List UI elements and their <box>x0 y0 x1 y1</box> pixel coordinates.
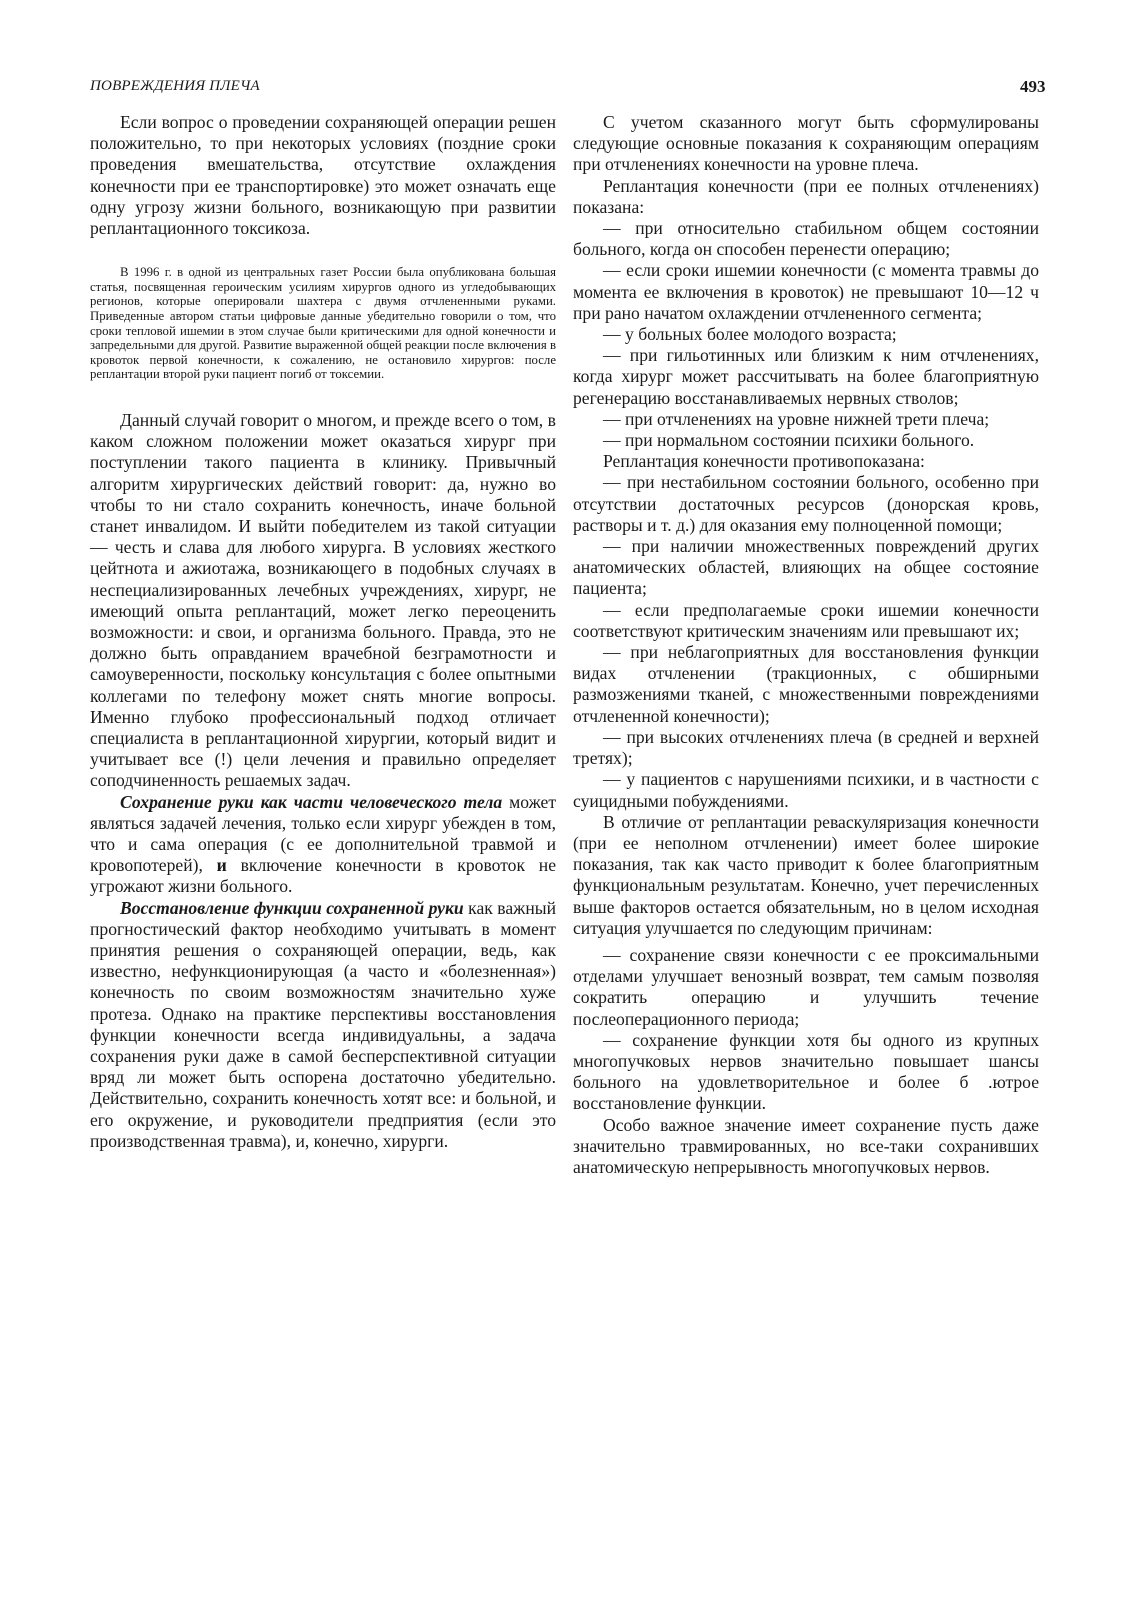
indication-item: — при отчленениях на уровне нижней трети плеча; <box>603 408 990 429</box>
note-text: В 1996 г. в одной из центральных газет России была опубликована большая статья, посвященная героическим усилиям хирургов одного из угледобывающих регионов, которые оперировали шахтера с двумя отчлененными руками. Приведенные автором статьи цифровые данные убедительно говорили о том, что сроки тепловой ишемии в этом случае были критическими для одной конечности и запредельными для другой. Развитие выраженной общей реакции после включения в кровоток первой конечности, к сожалению, не остановило хирургов: после реплантации второй руки пациент погиб от токсемии. <box>90 265 556 382</box>
contraindication-item: — если предполагаемые сроки ишемии конечности соответствуют критическим значениям или превышают их; <box>573 599 1039 641</box>
indication-item: — при относительно стабильном общем состоянии больного, когда он способен перенести операцию; <box>573 218 1039 260</box>
indication-item: — при нормальном состоянии психики больного. <box>603 430 975 451</box>
paragraph: С учетом сказанного могут быть сформулированы следующие основные показания к сохраняющим операциям при отчленениях конечности на уровне плеча. <box>573 112 1039 175</box>
paragraph-preserving-arm: Сохранение руки как части человеческого тела может являться задачей лечения, только если хирург убежден в том, что и сама операция (с ее дополнительной травмой и кровопотерей), и включение конечности в кровоток не угрожают жизни больного. <box>90 791 557 897</box>
indication-item: — у больных более молодого возраста; <box>603 324 897 345</box>
paragraph: Особо важное значение имеет сохранение пусть даже значительно травмированных, но все-таки сохранивших анатомическую непрерывность многопучковых нервов. <box>573 1114 1039 1177</box>
reason-item: — сохранение функции хотя бы одного из крупных многопучковых нервов значительно повышает шансы больного на удовлетворительное и более б .ютрое восстановление функции. <box>573 1029 1039 1114</box>
paragraph-lead-term: Восстановление функции сохраненной руки <box>120 897 464 918</box>
paragraph: Реплантация конечности противопоказана: <box>603 451 925 472</box>
contraindication-item: — у пациентов с нарушениями психики, и в частности с суицидными побуждениями. <box>573 769 1039 811</box>
paragraph: Если вопрос о проведении сохраняющей операции решен положительно, то при некоторых условиях (поздние сроки проведения вмешательства, отсутствие охлаждения конечности при ее транспортировке) это может означать еще одну угрозу жизни больного, возникающую при развитии реплантационного токсикоза. <box>90 112 556 239</box>
indication-item: — при гильотинных или близким к ним отчленениях, когда хирург может рассчитывать на более благоприятную регенерацию восстанавливаемых нервных стволов; <box>573 345 1039 408</box>
reason-item: — сохранение связи конечности с ее проксимальными отделами улучшает венозный возврат, тем самым позволяя сократить операцию и улучшить течение послеоперационного периода; <box>573 944 1039 1029</box>
contraindication-item: — при неблагоприятных для восстановления функции видах отчленении (тракционных, с обширными размозжениями тканей, с множественными повреждениями отчлененной конечности); <box>573 642 1039 726</box>
small-print-note <box>90 265 556 382</box>
indication-item: — если сроки ишемии конечности (с момента травмы до момента ее включения в кровоток) не превышают 10—12 ч при рано начатом охлаждении отчлененного сегмента; <box>573 260 1039 323</box>
left-column <box>90 112 556 1152</box>
paragraph: Реплантация конечности (при ее полных отчленениях) показана: <box>573 175 1039 217</box>
contraindication-item: — при наличии множественных повреждений других анатомических областей, влияющих на общее состояние пациента; <box>573 536 1039 599</box>
contraindication-item: — при нестабильном состоянии больного, особенно при отсутствии достаточных ресурсов (донорская кровь, растворы и т. д.) для оказания ему полноценной помощи; <box>573 472 1039 535</box>
paragraph-lead-term: Сохранение руки как части человеческого тела <box>120 791 503 812</box>
running-title: ПОВРЕЖДЕНИЯ ПЛЕЧА <box>90 78 260 94</box>
right-column <box>573 112 1039 1178</box>
paragraph-restoring-function: Восстановление функции сохраненной руки как важный прогностический фактор необходимо учитывать в момент принятия решения о сохраняющей операции, ведь, как известно, нефункционирующая (а часто и «болезненная») конечность по своим возможностям значительно хуже протеза. Однако на практике перспективы восстановления функции конечности всегда индивидуальны, а задача сохранения руки даже в самой бесперспективной ситуации вряд ли может быть оспорена достаточно убедительно. Действительно, сохранить конечность хотят все: и больной, и его окружение, и руководители предприятия (если это производственная травма), и, конечно, хирурги. <box>90 897 556 1151</box>
paragraph: Данный случай говорит о многом, и прежде всего о том, в каком сложном положении может оказаться хирург при поступлении такого пациента в клинику. Привычный алгоритм хирургических действий говорит: да, нужно во чтобы то ни стало сохранить конечность, иначе больной станет инвалидом. И выйти победителем из такой ситуации — честь и слава для любого хирурга. В условиях жесткого цейтнота и ажиотажа, возникающего в подобных случаях в неспециализированных лечебных учреждениях, хирург, не имеющий опыта реплантаций, может легко переоценить возможности: и свои, и организма больного. Правда, это не должно быть оправданием врачебной безграмотности и самоуверенности, поскольку консультация с более опытными коллегами по телефону может снять многие вопросы. Именно глубоко профессиональный подход отличает специалиста в реплантационной хирургии, который видит и учитывает все (!) цели лечения и правильно определяет соподчиненность решаемых задач. <box>90 409 556 791</box>
paragraph: В отличие от реплантации реваскуляризация конечности (при ее неполном отчленении) имеет более широкие показания, так как часто приводит к более благоприятным функциональным результатам. Конечно, учет перечисленных выше факторов остается обязательным, но в целом исходная ситуация улучшается по следующим причинам: <box>573 811 1039 938</box>
contraindication-item: — при высоких отчленениях плеча (в средней и верхней третях); <box>573 726 1039 769</box>
page-number: 493 <box>1020 77 1046 96</box>
